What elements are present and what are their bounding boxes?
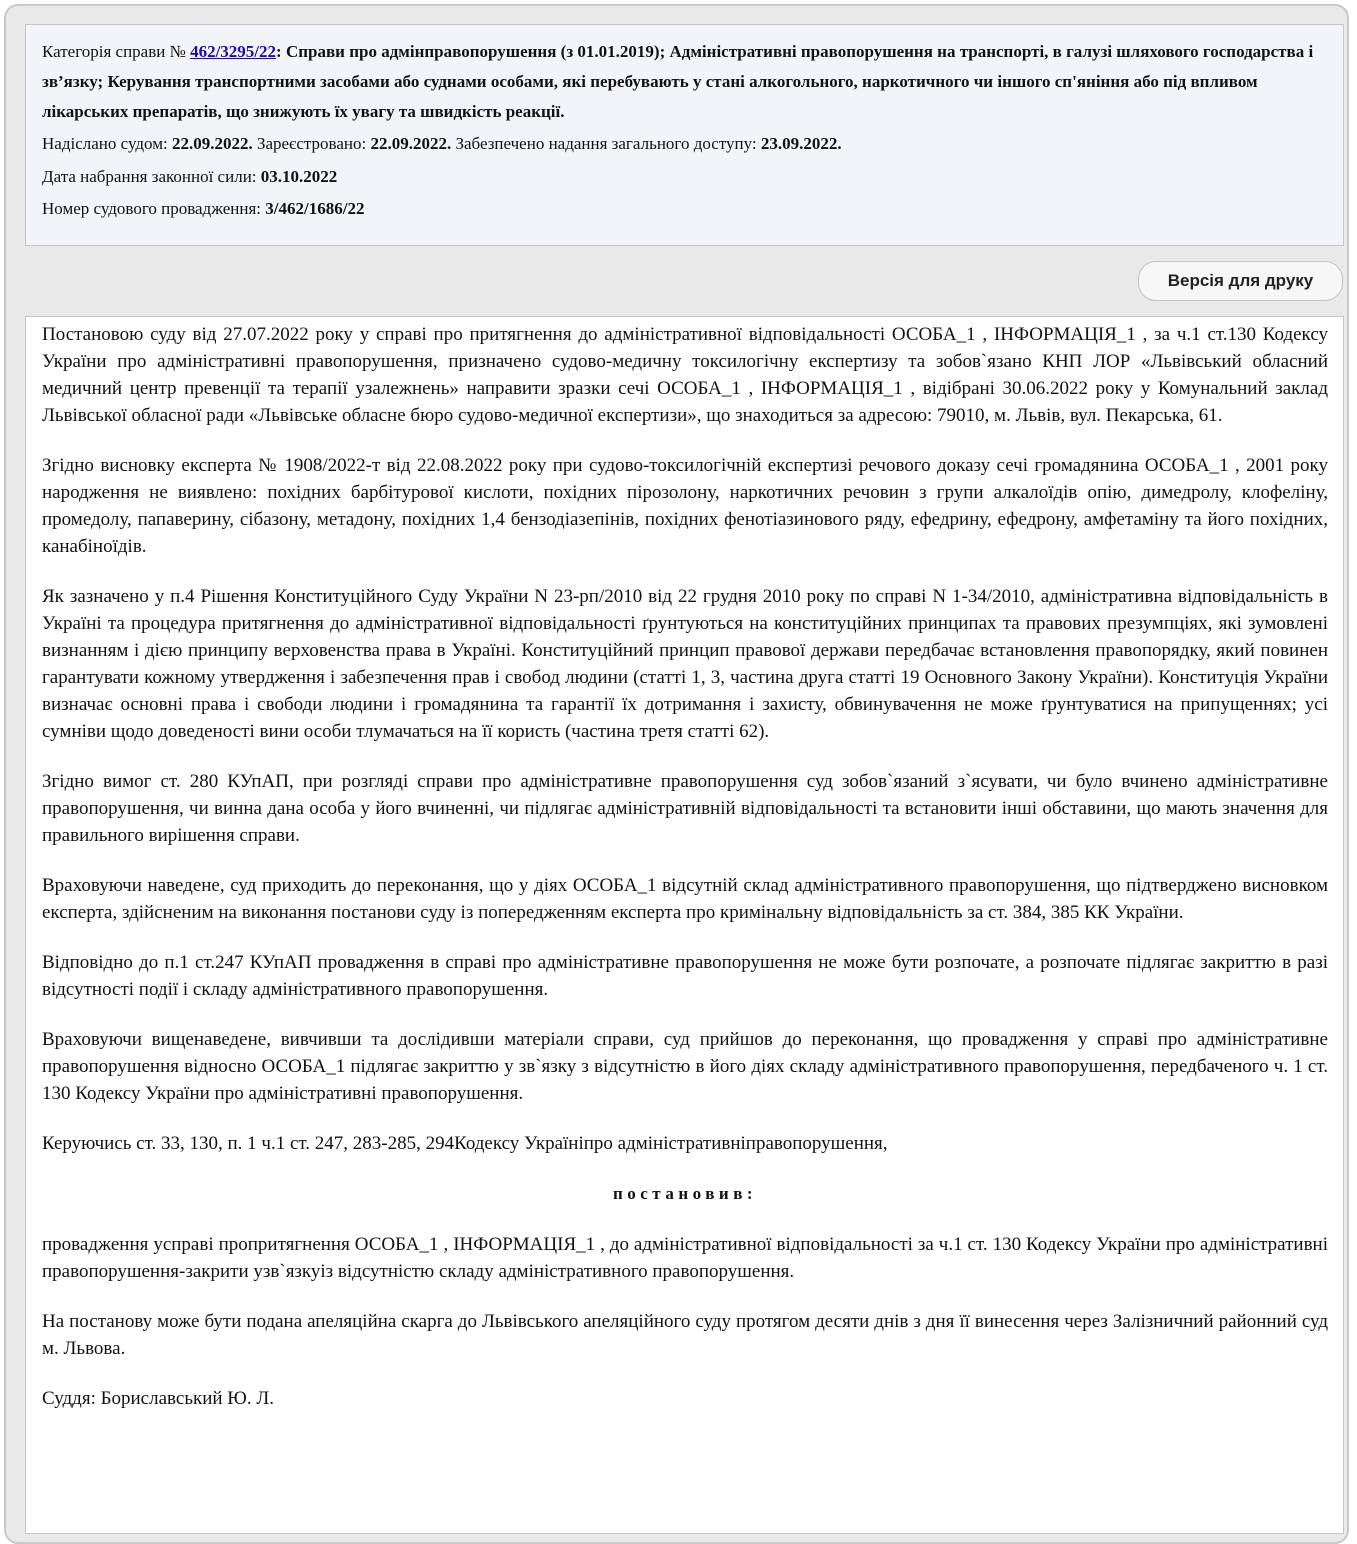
page-container xyxy=(4,4,1349,1544)
registered-label: Зареєстровано: xyxy=(252,134,371,153)
paragraph: провадження усправі пропритягнення ОСОБА_1 , ІНФОРМАЦІЯ_1 , до адміністративної відповідальності за ч.1 ст. 130 Кодексу України про адміністративні правопорушення-закрити узв`язкуіз відсутністю складу адміністративного правопорушення. xyxy=(42,1234,1328,1282)
case-number-link[interactable]: 462/3295/22 xyxy=(190,42,277,61)
paragraph: Відповідно до п.1 ст.247 КУпАП провадження в справі про адміністративне правопорушення не може бути розпочате, а розпочате підлягає закриттю в разі відсутності події і складу адміністративного правопорушення. xyxy=(42,952,1328,1000)
judge-signature: Суддя: Бориславський Ю. Л. xyxy=(42,1388,274,1409)
access-date: 23.09.2022. xyxy=(760,134,842,153)
effective-label: Дата набрання законної сили: xyxy=(42,166,261,186)
decree-heading: постановив: xyxy=(612,1184,758,1203)
sent-date: 22.09.2022. xyxy=(171,134,253,153)
effective-date-line xyxy=(42,162,1327,192)
registered-date: 22.09.2022. xyxy=(370,134,452,153)
category-text: : Справи про адмінправопорушення (з 01.01.2019); Адміністративні правопорушення на транспорті, в галузі шляхового господарства і зв’язку; Керування транспортними засобами або суднами особами, які перебувають у стані алкогольного, наркотичного чи іншого сп'яніння або під впливом лікарських препаратів, що знижують їх увагу та швидкість реакції. xyxy=(42,42,1314,121)
paragraph: Як зазначено у п.4 Рішення Конституційного Суду України N 23-рп/2010 від 22 грудня 2010 року по справі N 1-34/2010, адміністративна відповідальність в Україні та процедура притягнення до адміністративної відповідальності ґрунтуються на конституційних принципах та правових презумпціях, які зумовлені визнанням і дією принципу верховенства права в Україні. Конституційний принцип правової держави передбачає встановлення правопорядку, який повинен гарантувати кожному утвердження і забезпечення прав і свобод людини (статті 1, 3, частина друга статті 19 Основного Закону України). Конституція України визначає основні права і свободи людини і громадянина та гарантії їх дотримання і захисту, обвинувачення не може ґрунтуватися на припущеннях; усі сумніви щодо доведеності вини особи тлумачаться на її користь (частина третя статті 62). xyxy=(42,586,1328,742)
dates-line xyxy=(42,129,1327,159)
case-info-panel xyxy=(25,24,1344,246)
paragraph: Враховуючи наведене, суд приходить до переконання, що у діях ОСОБА_1 відсутній склад адміністративного правопорушення, що підтверджено висновком експерта, здійсненим на виконання постанови суду із попередженням експерта про кримінальну відповідальність за ст. 384, 385 КК України. xyxy=(42,875,1328,923)
paragraph: Враховуючи вищенаведене, вивчивши та дослідивши матеріали справи, суд прийшов до переконання, що провадження у справі про адміністративне правопорушення відносно ОСОБА_1 підлягає закриттю у зв`язку з відсутністю в його діях складу адміністративного правопорушення, передбаченого ч. 1 ст. 130 Кодексу України про адміністративні правопорушення. xyxy=(42,1029,1328,1104)
paragraph: Згідно вимог ст. 280 КУпАП, при розгляді справи про адміністративне правопорушення суд зобов`язаний з`ясувати, чи було вчинено адміністративне правопорушення, чи винна дана особа у його вчиненні, чи підлягає адміністративній відповідальності та встановити інші обставини, що мають значення для правильного вирішення справи. xyxy=(42,771,1328,846)
paragraph: На постанову може бути подана апеляційна скарга до Львівського апеляційного суду протягом десяти днів з дня її винесення через Залізничний районний суд м. Львова. xyxy=(42,1311,1328,1359)
category-label: Категорія справи № xyxy=(42,42,191,61)
proceeding-label: Номер судового провадження: xyxy=(42,199,266,218)
proceeding-number-line xyxy=(42,194,1327,224)
proceeding-number: 3/462/1686/22 xyxy=(265,199,365,218)
sent-label: Надіслано судом: xyxy=(42,134,172,153)
paragraph: Згідно висновку експерта № 1908/2022-т від 22.08.2022 року при судово-токсилогічній експертизі речового доказу сечі громадянина ОСОБА_1 , 2001 року народження не виявлено: похідних барбітурової кислоти, похідних пірозолону, наркотичних речовин з групи алкалоїдів опію, димедролу, клофеліну, промедолу, папаверину, сібазону, метадону, похідних 1,4 бензодіазепінів, похідних фенотіазинового ряду, ефедрину, ефедрону, амфетаміну та його похідних, канабіноїдів. xyxy=(42,455,1328,557)
case-category xyxy=(42,37,1327,127)
paragraph: Керуючись ст. 33, 130, п. 1 ч.1 ст. 247, 283-285, 294Кодексу Україніпро адміністративніправопорушення, xyxy=(42,1133,888,1154)
decision-text xyxy=(25,316,1344,1534)
effective-date: 03.10.2022 xyxy=(260,166,338,186)
paragraph: Постановою суду від 27.07.2022 року у справі про притягнення до адміністративної відповідальності ОСОБА_1 , ІНФОРМАЦІЯ_1 , за ч.1 ст.130 Кодексу України про адміністративні правопорушення, призначено судово-медичну токсилогічну експертизу та зобов`язано КНП ЛОР «Львівський обласний медичний центр превенції та терапії узалежнень» направити зразки сечі ОСОБА_1 , ІНФОРМАЦІЯ_1 , відібрані 30.06.2022 року у Комунальний заклад Львівської обласної ради «Львівське обласне бюро судово-медичної експертизи», що знаходиться за адресою: 79010, м. Львів, вул. Пекарська, 61. xyxy=(42,324,1328,426)
print-version-button[interactable]: Версія для друку xyxy=(1138,261,1343,301)
access-label: Забезпечено надання загального доступу: xyxy=(451,134,761,153)
